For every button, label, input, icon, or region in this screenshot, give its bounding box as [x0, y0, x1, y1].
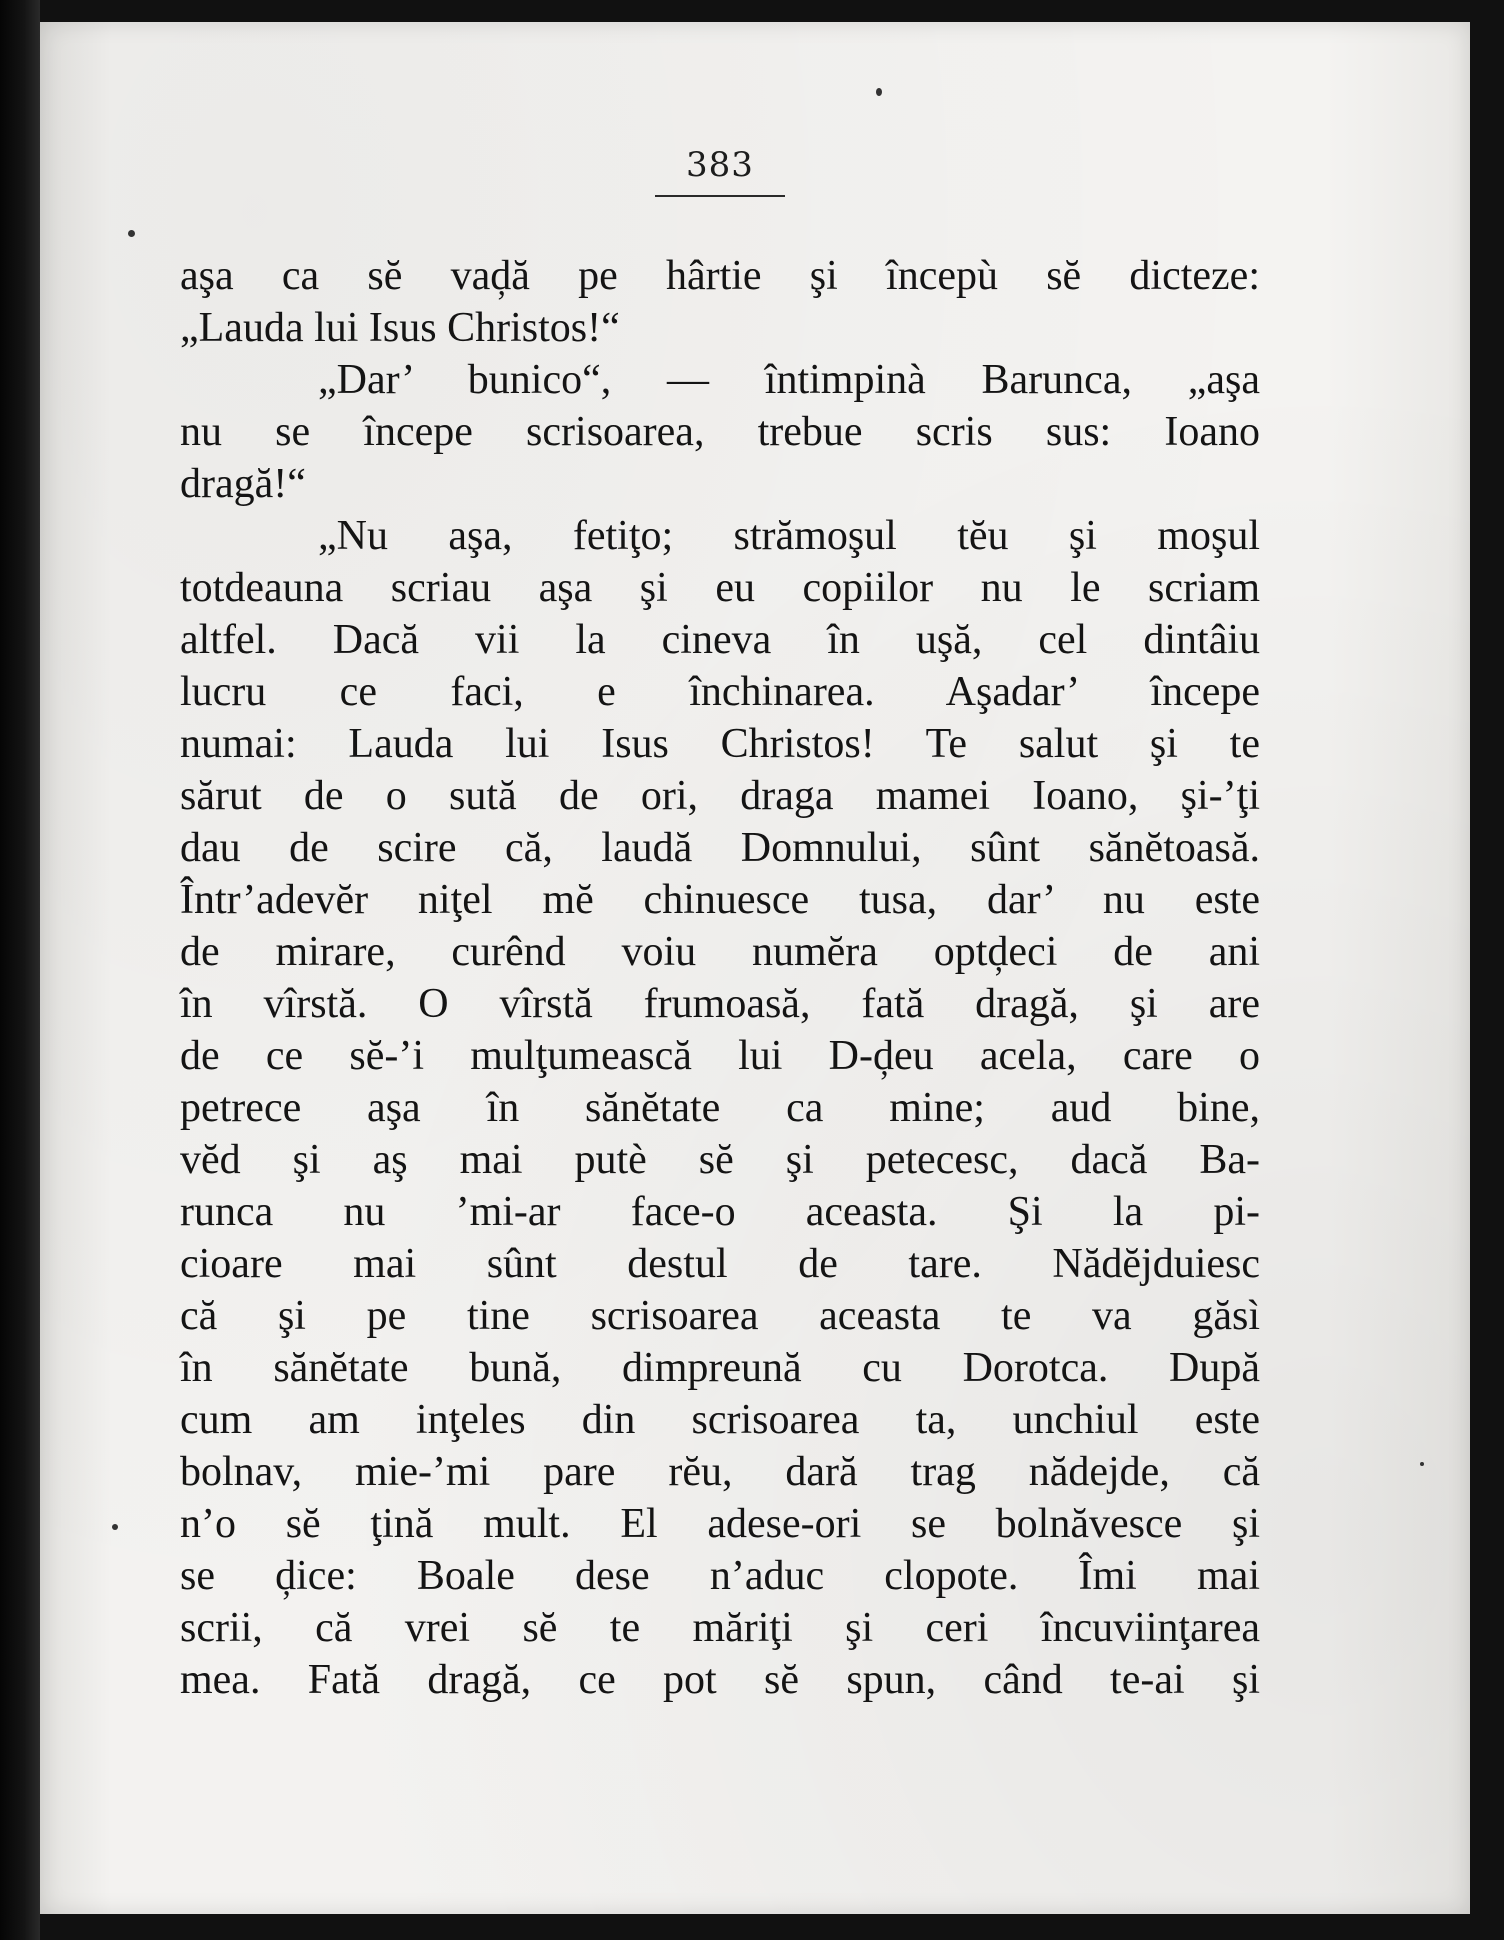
text-line: totdeauna scriau aşa şi eu copiilor nu le scriam — [180, 565, 1260, 611]
text-line: dragă!“ — [180, 461, 306, 507]
text-line: lucru ce faci, e închinarea. Aşadar’ începe — [180, 669, 1260, 715]
page-number: 383 — [686, 145, 754, 185]
paper-speck — [112, 1524, 118, 1530]
text-line: cum am inţeles din scrisoarea ta, unchiul este — [180, 1397, 1260, 1443]
text-line: petrece aşa în sănĕtate ca mine; aud bine, — [180, 1085, 1260, 1131]
paper-speck — [1420, 1462, 1424, 1466]
text-line: n’o sĕ ţină mult. El adese-ori se bolnăvesce şi — [180, 1501, 1260, 1547]
text-line: de ce sĕ-’i mulţumească lui D-ḑeu acela, care o — [180, 1033, 1260, 1079]
text-line: runca nu ’mi-ar face-o aceasta. Şi la pi- — [180, 1189, 1260, 1235]
book-binding-edge — [0, 0, 40, 1940]
text-line: scrii, că vrei sĕ te măriţi şi ceri încuviinţarea — [180, 1605, 1260, 1651]
text-line: numai: Lauda lui Isus Christos! Te salut şi te — [180, 721, 1260, 767]
text-line: vĕd şi aş mai putè sĕ şi petecesc, dacă Ba- — [180, 1137, 1260, 1183]
text-line: se ḑice: Boale dese n’aduc clopote. Îmi mai — [180, 1553, 1260, 1599]
text-line: cioare mai sûnt destul de tare. Nădĕjduiesc — [180, 1241, 1260, 1287]
text-line: sărut de o sută de ori, draga mamei Ioano, şi-’ţi — [180, 773, 1260, 819]
page-number-rule — [655, 195, 785, 197]
text-line: „Dar’ bunico“, — întimpinà Barunca, „aşa — [318, 357, 1260, 403]
text-line: Într’adevĕr niţel mĕ chinuesce tusa, dar’ nu este — [180, 877, 1260, 923]
text-line: aşa ca sĕ vaḑă pe hârtie şi începù sĕ dicteze: — [180, 253, 1260, 299]
text-line: în vîrstă. O vîrstă frumoasă, fată dragă, şi are — [180, 981, 1260, 1027]
text-line: de mirare, curênd voiu numĕra optḑeci de ani — [180, 929, 1260, 975]
text-line: „Lauda lui Isus Christos!“ — [180, 305, 620, 351]
paper-speck — [876, 88, 882, 96]
text-line: dau de scire că, laudă Domnului, sûnt sănĕtoasă. — [180, 825, 1260, 871]
text-line: „Nu aşa, fetiţo; strămoşul tĕu şi moşul — [318, 513, 1260, 559]
text-line: bolnav, mie-’mi pare rĕu, dară trag nădejde, că — [180, 1449, 1260, 1495]
text-line: în sănĕtate bună, dimpreună cu Dorotca. După — [180, 1345, 1260, 1391]
body-text — [180, 250, 1260, 1706]
text-line: nu se începe scrisoarea, trebue scris sus: Ioano — [180, 409, 1260, 455]
text-line: altfel. Dacă vii la cineva în uşă, cel dintâiu — [180, 617, 1260, 663]
paper-speck — [128, 230, 135, 237]
text-line: mea. Fată dragă, ce pot sĕ spun, când te-ai şi — [180, 1657, 1260, 1703]
text-line: că şi pe tine scrisoarea aceasta te va găsì — [180, 1293, 1260, 1339]
